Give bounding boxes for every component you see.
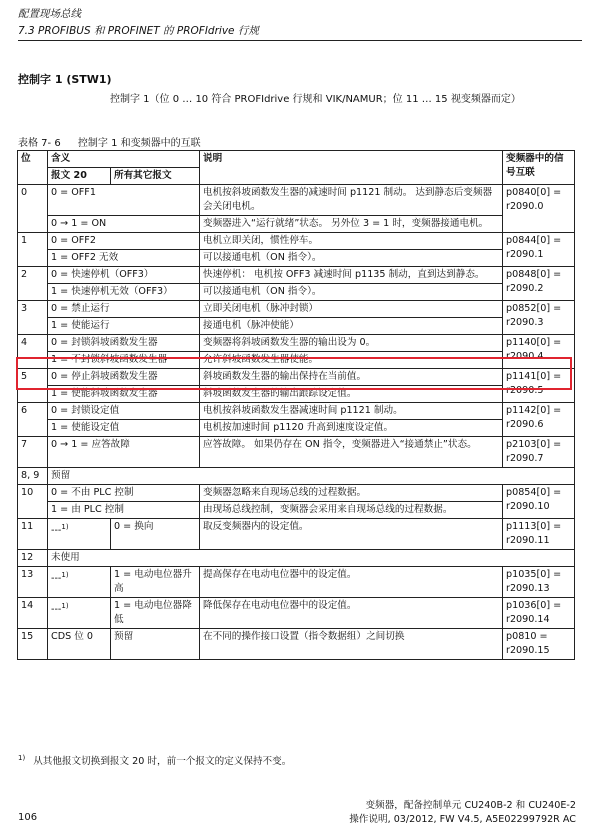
telegram20-cell (48, 598, 111, 629)
table-row (18, 352, 575, 369)
bit-cell: 14 (18, 598, 48, 629)
other-telegram-cell: 1 = 电动电位器降低 (111, 598, 200, 629)
bit-cell: 12 (18, 550, 48, 567)
meaning-cell: 0 → 1 = 应答故障 (48, 437, 200, 468)
table-row (18, 437, 575, 468)
table-row (18, 550, 575, 567)
control-word-table (17, 150, 575, 660)
table-row (18, 233, 575, 250)
header-interconnect: 变频器中的信号互联 (503, 151, 575, 185)
meaning-cell: 0 = 封锁设定值 (48, 403, 200, 420)
description-cell: 可以接通电机（ON 指令）。 (200, 284, 503, 301)
table-row (18, 369, 575, 386)
table-row (18, 403, 575, 420)
table-row (18, 598, 575, 629)
table-row (18, 420, 575, 437)
running-header-chapter: 配置现场总线 (18, 8, 81, 20)
footnote-ref: 1) (61, 602, 69, 610)
table-row (18, 185, 575, 216)
footnote-ref: 1) (61, 571, 69, 579)
description-cell: 电机按加速时间 p1120 升高到速度设定值。 (200, 420, 503, 437)
interconnect-cell: p2103[0] = r2090.7 (503, 437, 575, 468)
telegram20-value: --- (51, 604, 62, 616)
table-row (18, 216, 575, 233)
interconnect-cell: p0848[0] = r2090.2 (503, 267, 575, 301)
description-cell: 电机立即关闭，惯性停车。 (200, 233, 503, 250)
table-row (18, 250, 575, 267)
footnote-ref: 1) (61, 523, 69, 531)
other-telegram-cell: 1 = 电动电位器升高 (111, 567, 200, 598)
meaning-cell: 0 = OFF1 (48, 185, 200, 216)
meaning-cell: 0 = OFF2 (48, 233, 200, 250)
description-cell: 变频器将斜坡函数发生器的输出设为 0。 (200, 335, 503, 352)
bit-cell: 7 (18, 437, 48, 468)
bit-cell: 6 (18, 403, 48, 437)
table-row (18, 267, 575, 284)
telegram20-value: --- (51, 573, 62, 585)
bit-cell: 10 (18, 485, 48, 519)
other-telegram-cell: 0 = 换向 (111, 519, 200, 550)
description-cell: 电机按斜坡函数发生器的减速时间 p1121 制动。 达到静态后变频器会关闭电机。 (200, 185, 503, 216)
meaning-cell: 0 = 快速停机（OFF3） (48, 267, 200, 284)
header-other-telegrams: 所有其它报文 (111, 168, 200, 185)
bit-cell: 8, 9 (18, 468, 48, 485)
footer-product-line: 变频器，配备控制单元 CU240B-2 和 CU240E-2 (365, 800, 576, 811)
description-cell: 降低保存在电动电位器中的设定值。 (200, 598, 503, 629)
meaning-cell: 未使用 (48, 550, 575, 567)
bit-cell: 0 (18, 185, 48, 233)
meaning-cell: 0 = 停止斜坡函数发生器 (48, 369, 200, 386)
meaning-cell: 1 = 不封锁斜坡函数发生器 (48, 352, 200, 369)
table-row (18, 318, 575, 335)
meaning-cell: 预留 (48, 468, 575, 485)
bit-cell: 4 (18, 335, 48, 369)
description-cell: 允许斜坡函数发生器使能。 (200, 352, 503, 369)
bit-cell: 2 (18, 267, 48, 301)
footnote-text: 从其他报文切换到报文 20 时，前一个报文的定义保持不变。 (33, 756, 292, 767)
section-title: 控制字 1 (STW1) (18, 73, 112, 86)
meaning-cell: 1 = 由 PLC 控制 (48, 502, 200, 519)
table-caption-title: 控制字 1 和变频器中的互联 (77, 138, 201, 149)
header-description: 说明 (200, 151, 503, 185)
meaning-cell: 0 = 不由 PLC 控制 (48, 485, 200, 502)
interconnect-cell: p1036[0] = r2090.14 (503, 598, 575, 629)
interconnect-cell: p0844[0] = r2090.1 (503, 233, 575, 267)
table-row (18, 284, 575, 301)
meaning-cell: 1 = 使能设定值 (48, 420, 200, 437)
header-meaning: 含义 (48, 151, 200, 168)
interconnect-cell: p1113[0] = r2090.11 (503, 519, 575, 550)
table-row (18, 485, 575, 502)
meaning-cell: 1 = OFF2 无效 (48, 250, 200, 267)
bit-cell: 5 (18, 369, 48, 403)
meaning-cell: 1 = 使能运行 (48, 318, 200, 335)
description-cell: 斜坡函数发生器的输出跟踪设定值。 (200, 386, 503, 403)
table-row (18, 468, 575, 485)
meaning-cell: 0 = 禁止运行 (48, 301, 200, 318)
intro-paragraph: 控制字 1（位 0 … 10 符合 PROFIdrive 行规和 VIK/NAMUR；位 11 … 15 视变频器而定） (110, 94, 521, 105)
interconnect-cell: p0810 = r2090.15 (503, 629, 575, 660)
description-cell: 快速停机： 电机按 OFF3 减速时间 p1135 制动，直到达到静态。 (200, 267, 503, 284)
table-row (18, 301, 575, 318)
meaning-cell: 1 = 快速停机无效（OFF3） (48, 284, 200, 301)
description-cell: 应答故障。 如果仍存在 ON 指令，变频器进入“接通禁止”状态。 (200, 437, 503, 468)
interconnect-cell: p0854[0] = r2090.10 (503, 485, 575, 519)
description-cell: 电机按斜坡函数发生器减速时间 p1121 制动。 (200, 403, 503, 420)
interconnect-cell: p0840[0] = r2090.0 (503, 185, 575, 233)
description-cell: 立即关闭电机（脉冲封锁） (200, 301, 503, 318)
footnote-marker: 1) (18, 753, 26, 762)
telegram20-cell (48, 519, 111, 550)
running-header-section: 7.3 PROFIBUS 和 PROFINET 的 PROFIdrive 行规 (18, 25, 259, 37)
interconnect-cell: p1141[0] = r2090.5 (503, 369, 575, 403)
header-telegram-20: 报文 20 (48, 168, 111, 185)
description-cell: 可以接通电机（ON 指令）。 (200, 250, 503, 267)
interconnect-cell: p1140[0] = r2090.4 (503, 335, 575, 369)
table-row (18, 386, 575, 403)
meaning-cell: 1 = 使能斜坡函数发生器 (48, 386, 200, 403)
meaning-cell: 0 → 1 = ON (48, 216, 200, 233)
header-bit: 位 (18, 151, 48, 185)
bit-cell: 11 (18, 519, 48, 550)
telegram20-cell (48, 567, 111, 598)
interconnect-cell: p1142[0] = r2090.6 (503, 403, 575, 437)
table-row (18, 519, 575, 550)
table-row (18, 567, 575, 598)
bit-cell: 13 (18, 567, 48, 598)
header-divider (18, 40, 582, 41)
interconnect-cell: p1035[0] = r2090.13 (503, 567, 575, 598)
description-cell: 变频器忽略来自现场总线的过程数据。 (200, 485, 503, 502)
telegram20-cell: CDS 位 0 (48, 629, 111, 660)
table-row (18, 502, 575, 519)
description-cell: 变频器进入“运行就绪”状态。 另外位 3 = 1 时，变频器接通电机。 (200, 216, 503, 233)
bit-cell: 15 (18, 629, 48, 660)
other-telegram-cell: 预留 (111, 629, 200, 660)
table-row (18, 629, 575, 660)
table-caption (18, 134, 201, 149)
description-cell: 提高保存在电动电位器中的设定值。 (200, 567, 503, 598)
table-caption-number: 表格 7- 6 (18, 138, 61, 149)
table-row (18, 335, 575, 352)
description-cell: 取反变频器内的设定值。 (200, 519, 503, 550)
telegram20-value: --- (51, 525, 62, 537)
description-cell: 斜坡函数发生器的输出保持在当前值。 (200, 369, 503, 386)
meaning-cell: 0 = 封锁斜坡函数发生器 (48, 335, 200, 352)
description-cell: 在不同的操作接口设置（指令数据组）之间切换 (200, 629, 503, 660)
bit-cell: 3 (18, 301, 48, 335)
table-header-row (18, 151, 575, 168)
page-number: 106 (18, 812, 38, 823)
description-cell: 由现场总线控制，变频器会采用来自现场总线的过程数据。 (200, 502, 503, 519)
footer-document-line: 操作说明, 03/2012, FW V4.5, A5E02299792R AC (349, 814, 576, 825)
interconnect-cell: p0852[0] = r2090.3 (503, 301, 575, 335)
bit-cell: 1 (18, 233, 48, 267)
description-cell: 接通电机（脉冲使能） (200, 318, 503, 335)
footnote (18, 753, 291, 767)
